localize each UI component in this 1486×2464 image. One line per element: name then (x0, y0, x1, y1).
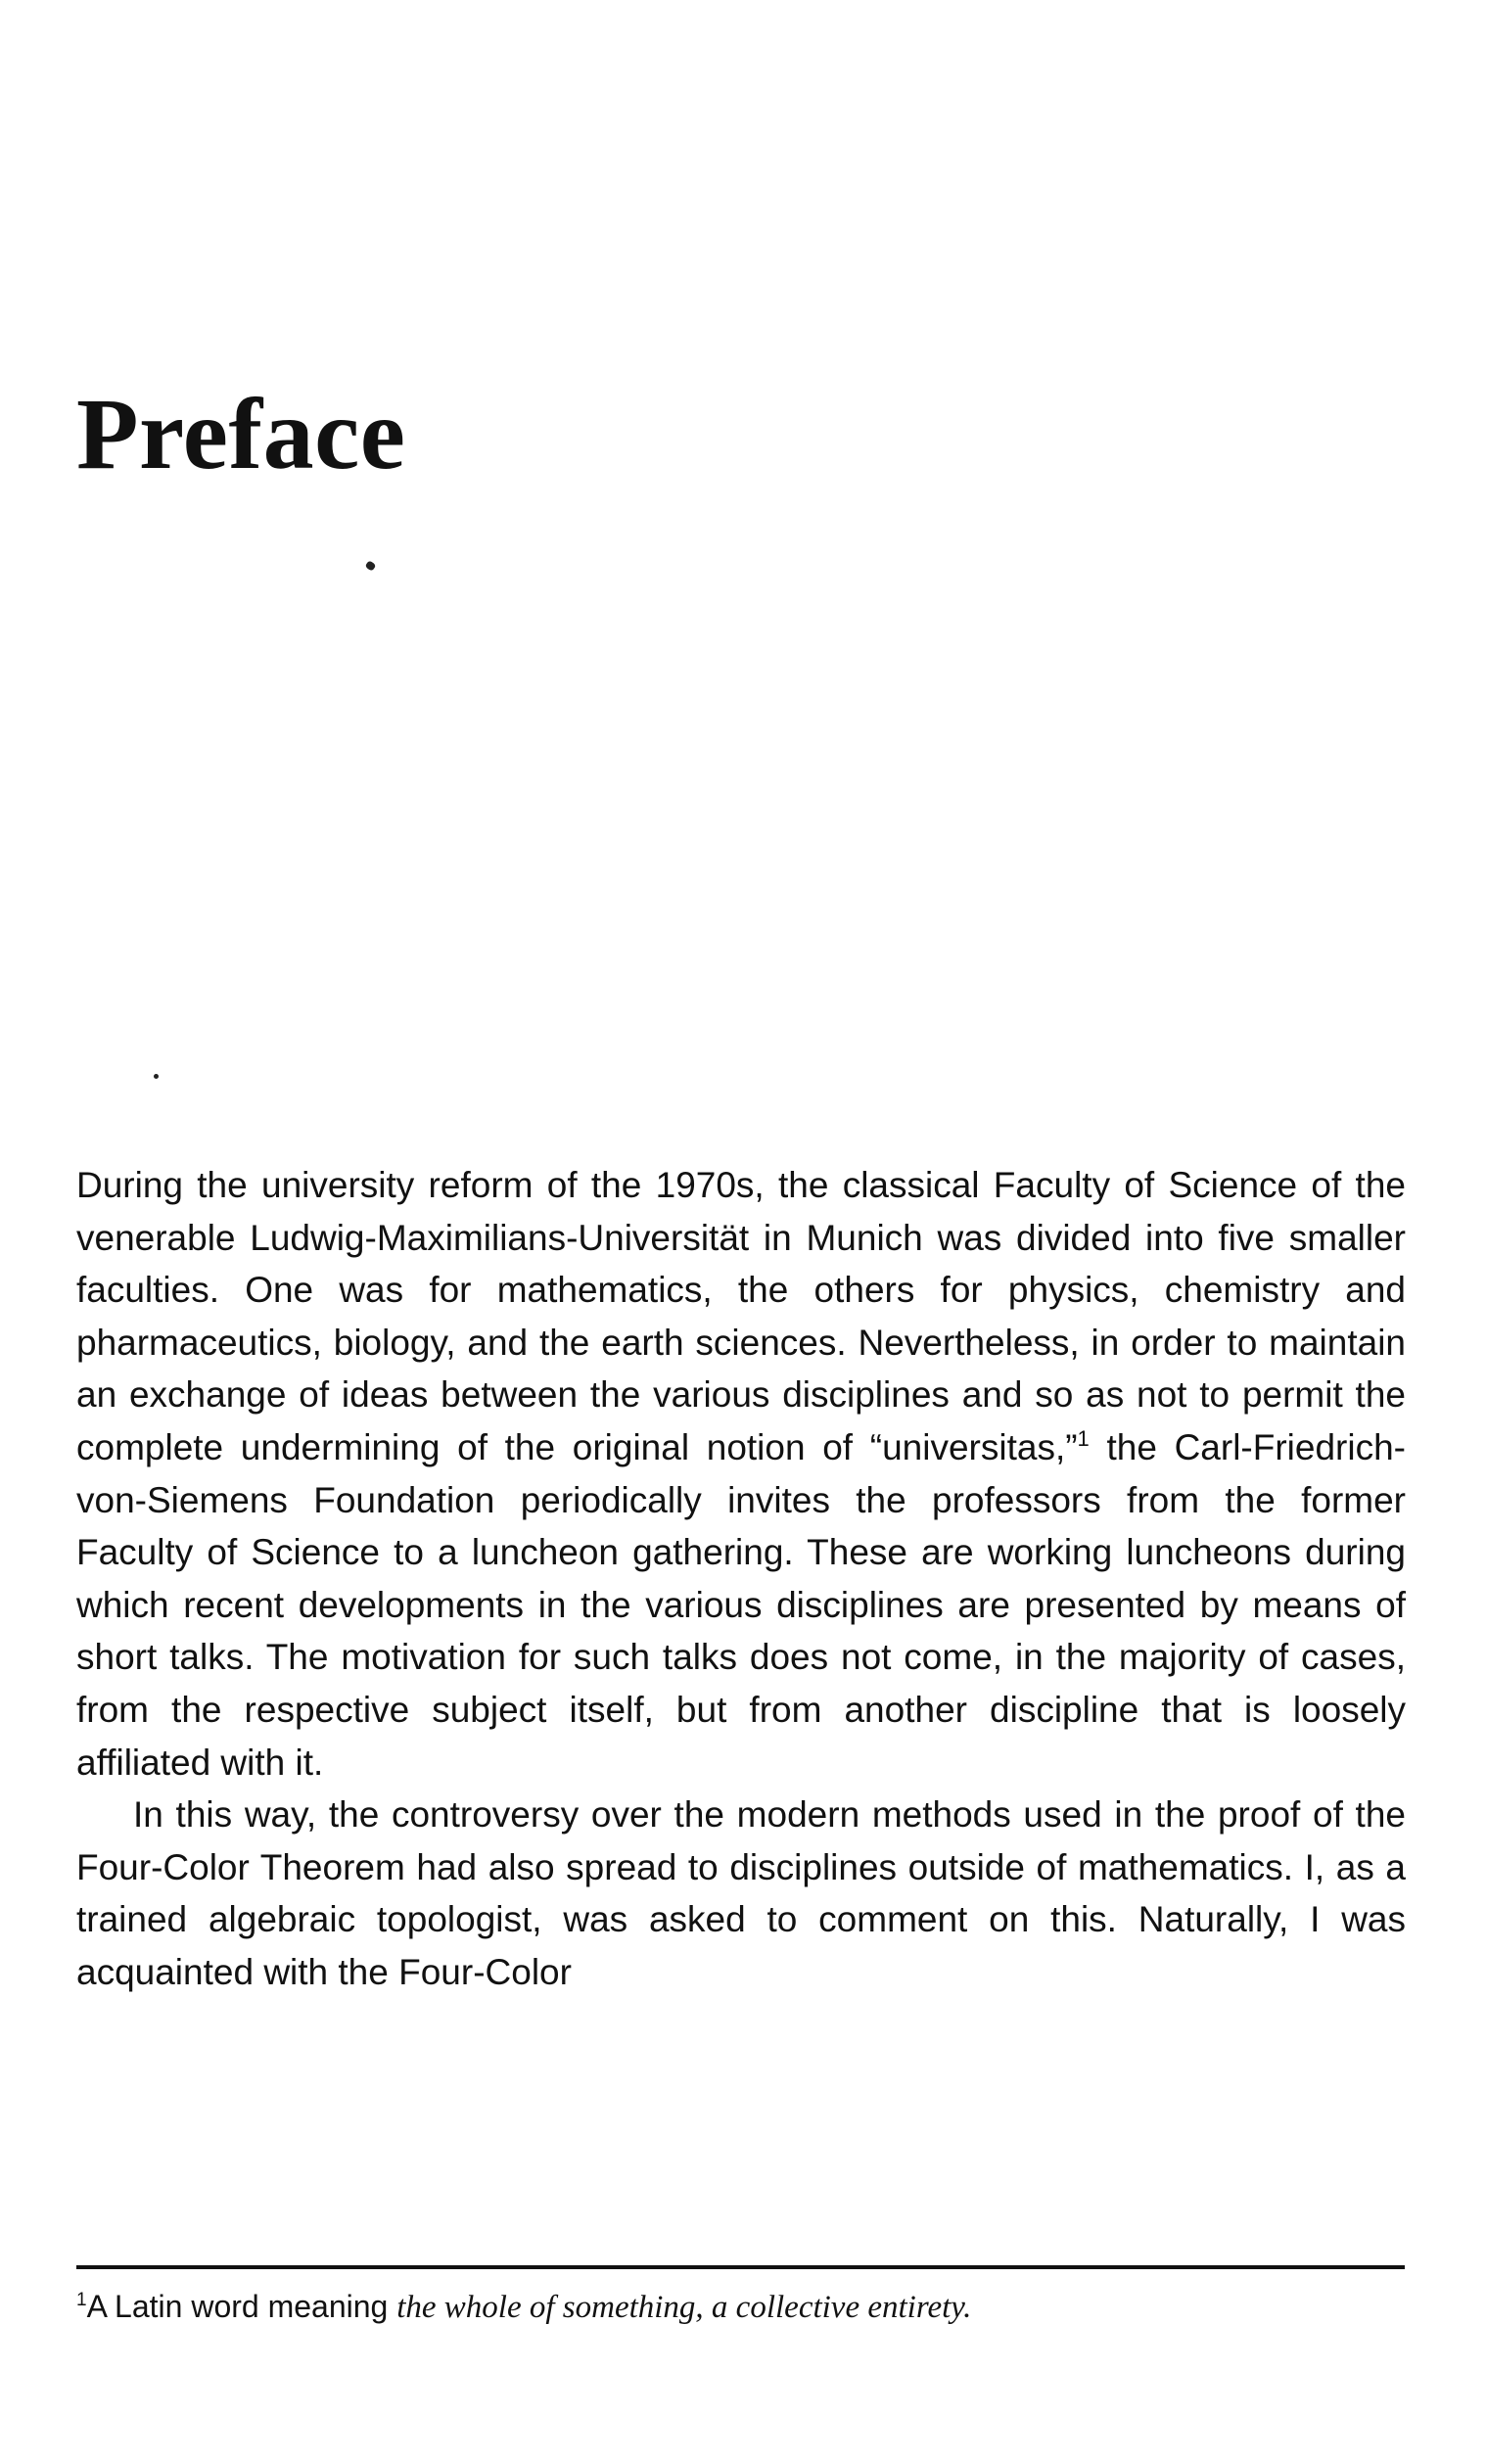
print-speck (154, 1074, 159, 1079)
footnote-divider (76, 2265, 1405, 2269)
paragraph-2: In this way, the controversy over the modern methods used in the proof of the Four-Color Theorem had also spread to disciplines outside of mathematics. I, as a trained algebraic topologist, was asked to comment on this. Naturally, I was acquainted with the Four-Color (76, 1794, 1406, 1992)
footnote-reference: 1 (1077, 1425, 1090, 1451)
paragraph-1-text-start: During the university reform of the 1970s, the classical Faculty of Science of the venerable Ludwig-Maximilians-Universität in Munich was divided into five smaller faculties. One was for mathematics, the others for physics, chemistry and pharmaceutics, biology, and the earth sciences. Nevertheless, in order to maintain an exchange of ideas between the various disciplines and so as not to permit the complete undermining of the original notion of “universitas,” (76, 1165, 1406, 1467)
footnote-lead-text: A Latin word meaning (86, 2289, 397, 2324)
footnote-emphasis: the whole of something, a collective entirety. (396, 2290, 972, 2325)
footnote (76, 2285, 1406, 2329)
footnote-mark: 1 (76, 2290, 87, 2310)
print-speck (365, 560, 377, 572)
paragraph-1-text-end: the Carl-Friedrich-von-Siemens Foundation periodically invites the professors from the former Faculty of Science to a luncheon gathering. These are working luncheons during which recent developments in the various disciplines are presented by means of short talks. The motivation for such talks does not come, in the majority of cases, from the respective subject itself, but from another discipline that is loosely affiliated with it. (76, 1426, 1406, 1783)
body-text (76, 1159, 1406, 1999)
chapter-title: Preface (76, 378, 406, 490)
paragraph-1 (76, 1159, 1406, 1789)
